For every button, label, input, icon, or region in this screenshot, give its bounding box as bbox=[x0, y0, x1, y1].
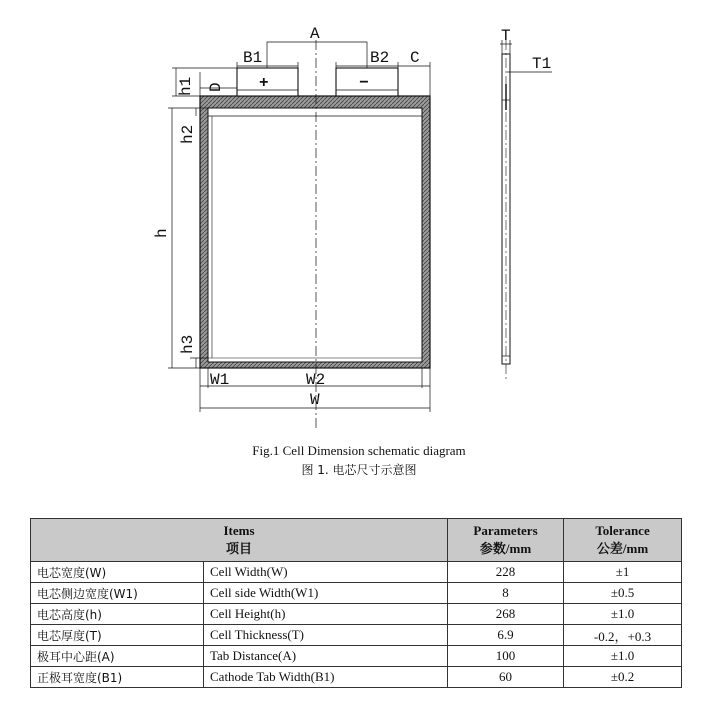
cell-body bbox=[200, 96, 430, 368]
table-row bbox=[31, 625, 682, 646]
row-value: 8 bbox=[448, 583, 564, 604]
label-T: T bbox=[501, 27, 511, 45]
label-B2: B2 bbox=[370, 49, 390, 67]
header-parameters: Parameters 参数/mm bbox=[448, 519, 564, 562]
label-W: W bbox=[310, 391, 320, 409]
row-value: 6.9 bbox=[448, 625, 564, 646]
row-chinese-name: 正极耳宽度(B1) bbox=[31, 667, 204, 688]
figure-caption-chinese: 图 1. 电芯尺寸示意图 bbox=[301, 463, 417, 477]
row-value: 268 bbox=[448, 604, 564, 625]
header-tolerance: Tolerance 公差/mm bbox=[564, 519, 682, 562]
cell-side-view bbox=[500, 40, 552, 380]
table-row bbox=[31, 604, 682, 625]
row-chinese-name: 电芯厚度(T) bbox=[31, 625, 204, 646]
row-value: 228 bbox=[448, 562, 564, 583]
row-tolerance: -0.2，+0.3 bbox=[564, 625, 682, 646]
label-h1: h1 bbox=[177, 76, 195, 96]
label-B1: B1 bbox=[243, 49, 263, 67]
table-row bbox=[31, 583, 682, 604]
row-english-name: Cell Height(h) bbox=[204, 604, 448, 625]
label-D: D bbox=[207, 82, 225, 92]
table-row bbox=[31, 667, 682, 688]
row-tolerance: ±0.2 bbox=[564, 667, 682, 688]
row-value: 60 bbox=[448, 667, 564, 688]
label-plus: + bbox=[259, 74, 269, 92]
row-value: 100 bbox=[448, 646, 564, 667]
row-chinese-name: 电芯高度(h) bbox=[31, 604, 204, 625]
label-A: A bbox=[310, 25, 320, 43]
row-tolerance: ±1 bbox=[564, 562, 682, 583]
figure-caption-english: Fig.1 Cell Dimension schematic diagram bbox=[252, 443, 466, 458]
label-h2: h2 bbox=[179, 124, 197, 144]
row-english-name: Cell side Width(W1) bbox=[204, 583, 448, 604]
row-chinese-name: 电芯侧边宽度(W1) bbox=[31, 583, 204, 604]
row-english-name: Cell Width(W) bbox=[204, 562, 448, 583]
row-english-name: Tab Distance(A) bbox=[204, 646, 448, 667]
table-row bbox=[31, 562, 682, 583]
label-T1: T1 bbox=[532, 55, 552, 73]
label-W2: W2 bbox=[306, 371, 326, 389]
label-h3: h3 bbox=[179, 334, 197, 354]
row-chinese-name: 极耳中心距(A) bbox=[31, 646, 204, 667]
row-tolerance: ±0.5 bbox=[564, 583, 682, 604]
row-english-name: Cathode Tab Width(B1) bbox=[204, 667, 448, 688]
label-h: h bbox=[153, 228, 171, 238]
label-C: C bbox=[410, 49, 420, 67]
label-W1: W1 bbox=[210, 371, 230, 389]
row-chinese-name: 电芯宽度(W) bbox=[31, 562, 204, 583]
row-tolerance: ±1.0 bbox=[564, 646, 682, 667]
row-tolerance: ±1.0 bbox=[564, 604, 682, 625]
specification-table bbox=[30, 518, 682, 688]
header-items: Items 项目 bbox=[31, 519, 448, 562]
row-english-name: Cell Thickness(T) bbox=[204, 625, 448, 646]
table-row bbox=[31, 646, 682, 667]
table-header-row bbox=[31, 519, 682, 562]
label-minus: − bbox=[359, 74, 369, 92]
